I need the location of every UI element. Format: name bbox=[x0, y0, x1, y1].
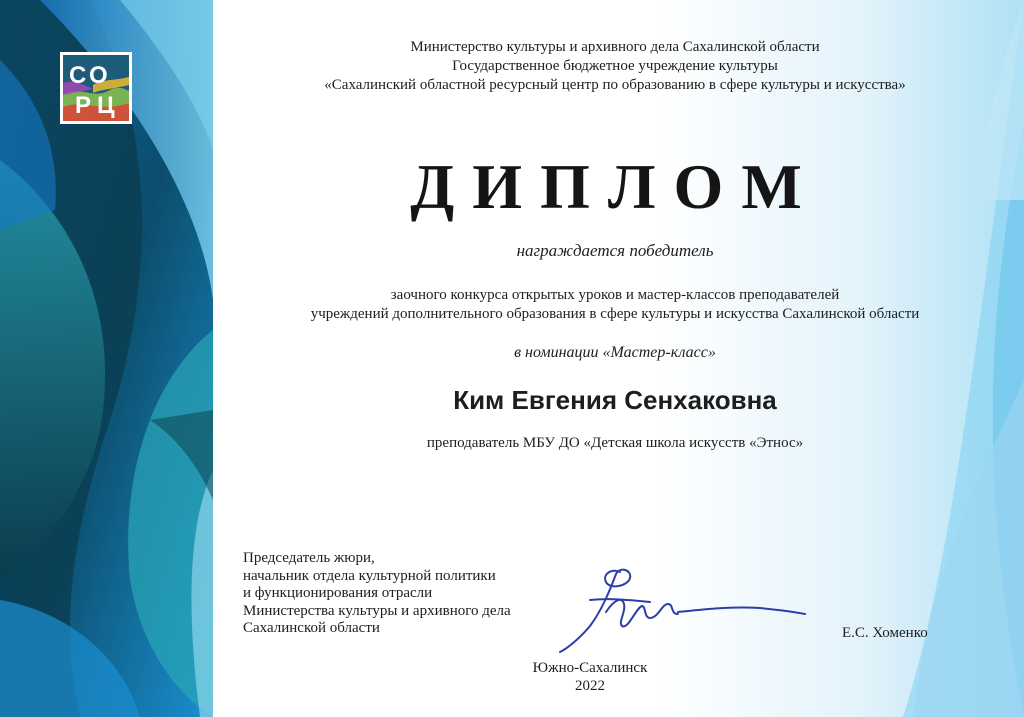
jury-chair-title bbox=[243, 550, 563, 638]
organization-logo bbox=[60, 52, 132, 124]
nomination: в номинации «Мастер-класс» bbox=[514, 344, 716, 361]
award-phrase: награждается победитель bbox=[516, 241, 714, 260]
city: Южно-Сахалинск bbox=[532, 660, 648, 676]
jury-line-1: Председатель жюри, bbox=[243, 550, 375, 566]
jury-line-4: Министерства культуры и архивного дела bbox=[243, 602, 511, 619]
jury-line-3: и функционирования отрасли bbox=[243, 585, 433, 601]
handwritten-signature bbox=[550, 560, 810, 665]
svg-text:Ц: Ц bbox=[97, 92, 115, 119]
svg-text:Р: Р bbox=[75, 92, 92, 119]
issuer-institution-type: Государственное бюджетное учреждение культуры bbox=[452, 58, 778, 74]
recipient-name: Ким Евгения Сенхаковна bbox=[453, 385, 777, 415]
place-and-year bbox=[520, 659, 660, 695]
issuer-header bbox=[230, 38, 1000, 95]
year: 2022 bbox=[575, 678, 605, 694]
contest-line-2: учреждений дополнительного образования в сфере культуры и искусства Сахалинской области bbox=[310, 306, 920, 322]
svg-text:О: О bbox=[89, 62, 108, 89]
issuer-ministry: Министерство культуры и архивного дела Сахалинской области bbox=[410, 39, 820, 55]
recipient-position: преподаватель МБУ ДО «Детская школа искусств «Этнос» bbox=[426, 435, 804, 451]
issuer-institution-name: «Сахалинский областной ресурсный центр по образованию в сфере культуры и искусства» bbox=[324, 77, 906, 93]
document-title: ДИПЛОМ bbox=[410, 151, 820, 222]
jury-line-2: начальник отдела культурной политики bbox=[243, 567, 496, 584]
jury-line-5: Сахалинской области bbox=[243, 620, 380, 636]
contest-description bbox=[230, 286, 1000, 324]
svg-text:С: С bbox=[69, 62, 87, 89]
contest-line-1: заочного конкурса открытых уроков и мастер-классов преподавателей bbox=[390, 287, 840, 303]
signer-name: Е.С. Хоменко bbox=[842, 625, 928, 641]
